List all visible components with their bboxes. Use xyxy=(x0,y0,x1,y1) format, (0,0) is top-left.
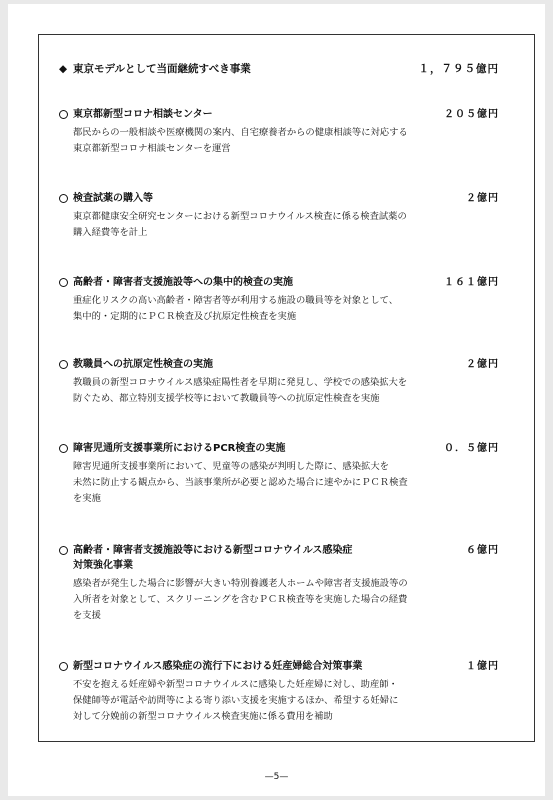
budget-item xyxy=(59,659,499,725)
budget-item xyxy=(59,441,499,507)
description-line: 障害児通所支援事業所において、児童等の感染が判明した際に、感染拡大を xyxy=(73,461,389,472)
description-line: 重症化リスクの高い高齢者・障害者等が利用する施設の職員等を対象として、 xyxy=(73,295,399,306)
budget-item-title-line: 対策強化事業 xyxy=(73,560,133,571)
budget-item-amount: ２億円 xyxy=(466,193,499,204)
budget-item-title xyxy=(59,441,499,456)
description-line: を支援 xyxy=(73,610,101,621)
section-heading xyxy=(59,61,499,77)
description-line: を実施 xyxy=(73,493,101,504)
description-line: 感染者が発生した場合に影響が大きい特別養護老人ホームや障害者支援施設等の xyxy=(73,578,408,589)
budget-item-title-line: 東京都新型コロナ相談センター xyxy=(73,109,213,120)
diamond-marker-icon: ◆ xyxy=(59,63,68,75)
circle-bullet-icon xyxy=(59,546,68,555)
budget-item-title-line: 高齢者・障害者支援施設等への集中的検査の実施 xyxy=(73,277,293,288)
description-line: 不安を抱える妊産婦や新型コロナウイルスに感染した妊産婦に対し、助産師・ xyxy=(73,679,398,690)
budget-item-title xyxy=(59,543,499,573)
section-heading-amount: １，７９５億円 xyxy=(418,63,499,75)
budget-item-title xyxy=(59,659,499,674)
budget-item-description xyxy=(59,293,499,325)
budget-item-description xyxy=(59,576,499,624)
description-line: 未然に防止する観点から、当該事業所が必要と認めた場合に速やかにＰＣＲ検査 xyxy=(73,477,408,488)
budget-item-title-line: 高齢者・障害者支援施設等における新型コロナウイルス感染症 xyxy=(73,545,353,556)
budget-item xyxy=(59,275,499,325)
budget-item-title xyxy=(59,275,499,290)
budget-item-amount: １億円 xyxy=(466,661,499,672)
budget-item-description xyxy=(59,209,499,241)
description-line: 集中的・定期的にＰＣＲ検査及び抗原定性検査を実施 xyxy=(73,311,297,322)
budget-item xyxy=(59,543,499,624)
circle-bullet-icon xyxy=(59,360,68,369)
budget-item-title-line: 障害児通所支援事業所におけるPCR検査の実施 xyxy=(73,443,286,454)
budget-item-title xyxy=(59,357,499,372)
circle-bullet-icon xyxy=(59,444,68,453)
budget-item xyxy=(59,107,499,157)
budget-item-amount: ０．５億円 xyxy=(444,443,499,454)
section-heading-title: 東京モデルとして当面継続すべき事業 xyxy=(73,63,251,75)
circle-bullet-icon xyxy=(59,278,68,287)
description-line: 東京都健康安全研究センターにおける新型コロナウイルス検査に係る検査試薬の xyxy=(73,211,407,222)
description-line: 対して分娩前の新型コロナウイルス検査実施に係る費用を補助 xyxy=(73,711,333,722)
description-line: 保健師等が電話や訪問等による寄り添い支援を実施するほか、希望する妊婦に xyxy=(73,695,399,706)
budget-item-amount: １６１億円 xyxy=(444,277,499,288)
description-line: 防ぐため、都立特別支援学校等において教職員等への抗原定性検査を実施 xyxy=(73,393,380,404)
budget-item-description xyxy=(59,459,499,507)
budget-item-description xyxy=(59,125,499,157)
budget-item-title xyxy=(59,191,499,206)
circle-bullet-icon xyxy=(59,194,68,203)
description-line: 都民からの一般相談や医療機関の案内、自宅療養者からの健康相談等に対応する xyxy=(73,127,408,138)
description-line: 教職員の新型コロナウイルス感染症陽性者を早期に発見し、学校での感染拡大を xyxy=(73,377,408,388)
content-frame xyxy=(38,34,535,742)
circle-bullet-icon xyxy=(59,110,68,119)
budget-item-title-line: 検査試薬の購入等 xyxy=(73,193,153,204)
budget-item-description xyxy=(59,677,499,725)
budget-item xyxy=(59,357,499,407)
circle-bullet-icon xyxy=(59,662,68,671)
description-line: 入所者を対象として、スクリーニングを含むＰＣＲ検査等を実施した場合の経費 xyxy=(73,594,408,605)
document-page xyxy=(8,4,545,796)
budget-item-description xyxy=(59,375,499,407)
budget-item xyxy=(59,191,499,241)
budget-item-amount: ２億円 xyxy=(466,359,499,370)
budget-item-amount: ２０５億円 xyxy=(444,109,499,120)
page-number: —5— xyxy=(264,772,289,782)
budget-item-title-line: 教職員への抗原定性検査の実施 xyxy=(73,359,213,370)
description-line: 東京都新型コロナ相談センターを運営 xyxy=(73,143,231,154)
budget-item-title xyxy=(59,107,499,122)
description-line: 購入経費等を計上 xyxy=(73,227,148,238)
budget-item-amount: ６億円 xyxy=(466,545,499,556)
budget-item-title-line: 新型コロナウイルス感染症の流行下における妊産婦総合対策事業 xyxy=(73,661,363,672)
